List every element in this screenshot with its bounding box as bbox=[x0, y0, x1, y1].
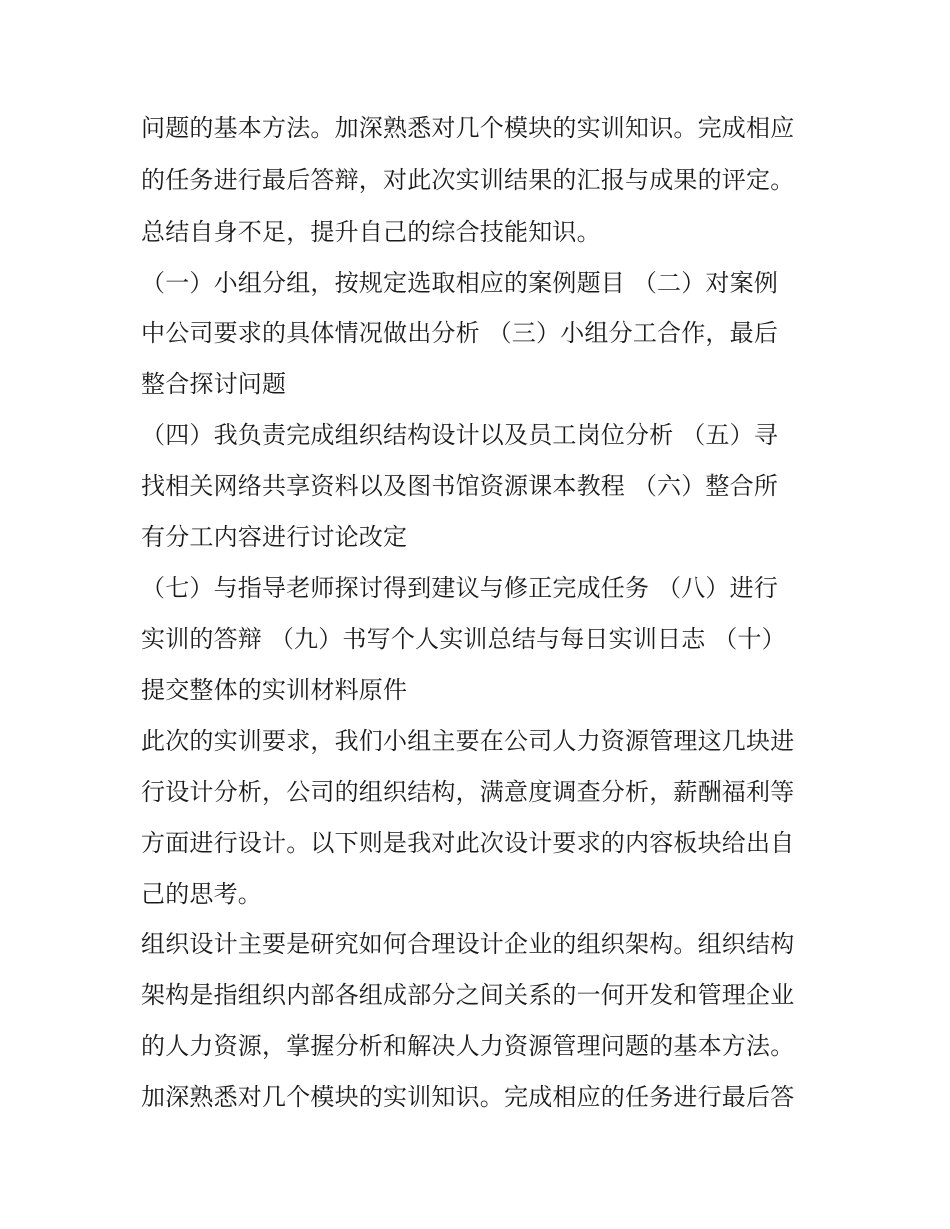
text-line: 总结自身不足，提升自己的综合技能知识。 bbox=[141, 218, 601, 246]
text-line: 行设计分析，公司的组织结构，满意度调查分析，薪酬福利等 bbox=[141, 778, 795, 806]
text-line: 的任务进行最后答辩，对此次实训结果的汇报与成果的评定。 bbox=[141, 166, 795, 194]
text-line: 中公司要求的具体情况做出分析 （三）小组分工合作，最后 bbox=[141, 319, 779, 347]
text-line: 方面进行设计。以下则是我对此次设计要求的内容板块给出自 bbox=[141, 829, 795, 857]
text-line: 加深熟悉对几个模块的实训知识。完成相应的任务进行最后答 bbox=[141, 1083, 795, 1111]
text-line: （七）与指导老师探讨得到建议与修正完成任务 （八）进行 bbox=[141, 574, 779, 602]
text-line: 找相关网络共享资料以及图书馆资源课本教程 （六）整合所 bbox=[141, 472, 779, 500]
text-line: 实训的答辩 （九）书写个人实训总结与每日实训日志 （十） bbox=[141, 625, 786, 653]
text-line: 己的思考。 bbox=[141, 880, 262, 908]
text-line: 问题的基本方法。加深熟悉对几个模块的实训知识。完成相应 bbox=[141, 114, 795, 142]
text-line: （四）我负责完成组织结构设计以及员工岗位分析 （五）寻 bbox=[141, 421, 779, 449]
text-line: 整合探讨问题 bbox=[141, 370, 287, 398]
text-line: 架构是指组织内部各组成部分之间关系的一何开发和管理企业 bbox=[141, 981, 795, 1009]
text-line: 的人力资源，掌握分析和解决人力资源管理问题的基本方法。 bbox=[141, 1032, 795, 1060]
text-line: 提交整体的实训材料原件 bbox=[141, 676, 408, 704]
text-line: 有分工内容进行讨论改定 bbox=[141, 523, 408, 551]
text-line: 此次的实训要求，我们小组主要在公司人力资源管理这几块进 bbox=[141, 727, 795, 755]
text-line: 组织设计主要是研究如何合理设计企业的组织架构。组织结构 bbox=[141, 930, 795, 958]
text-line: （一）小组分组，按规定选取相应的案例题目 （二）对案例 bbox=[141, 269, 779, 297]
